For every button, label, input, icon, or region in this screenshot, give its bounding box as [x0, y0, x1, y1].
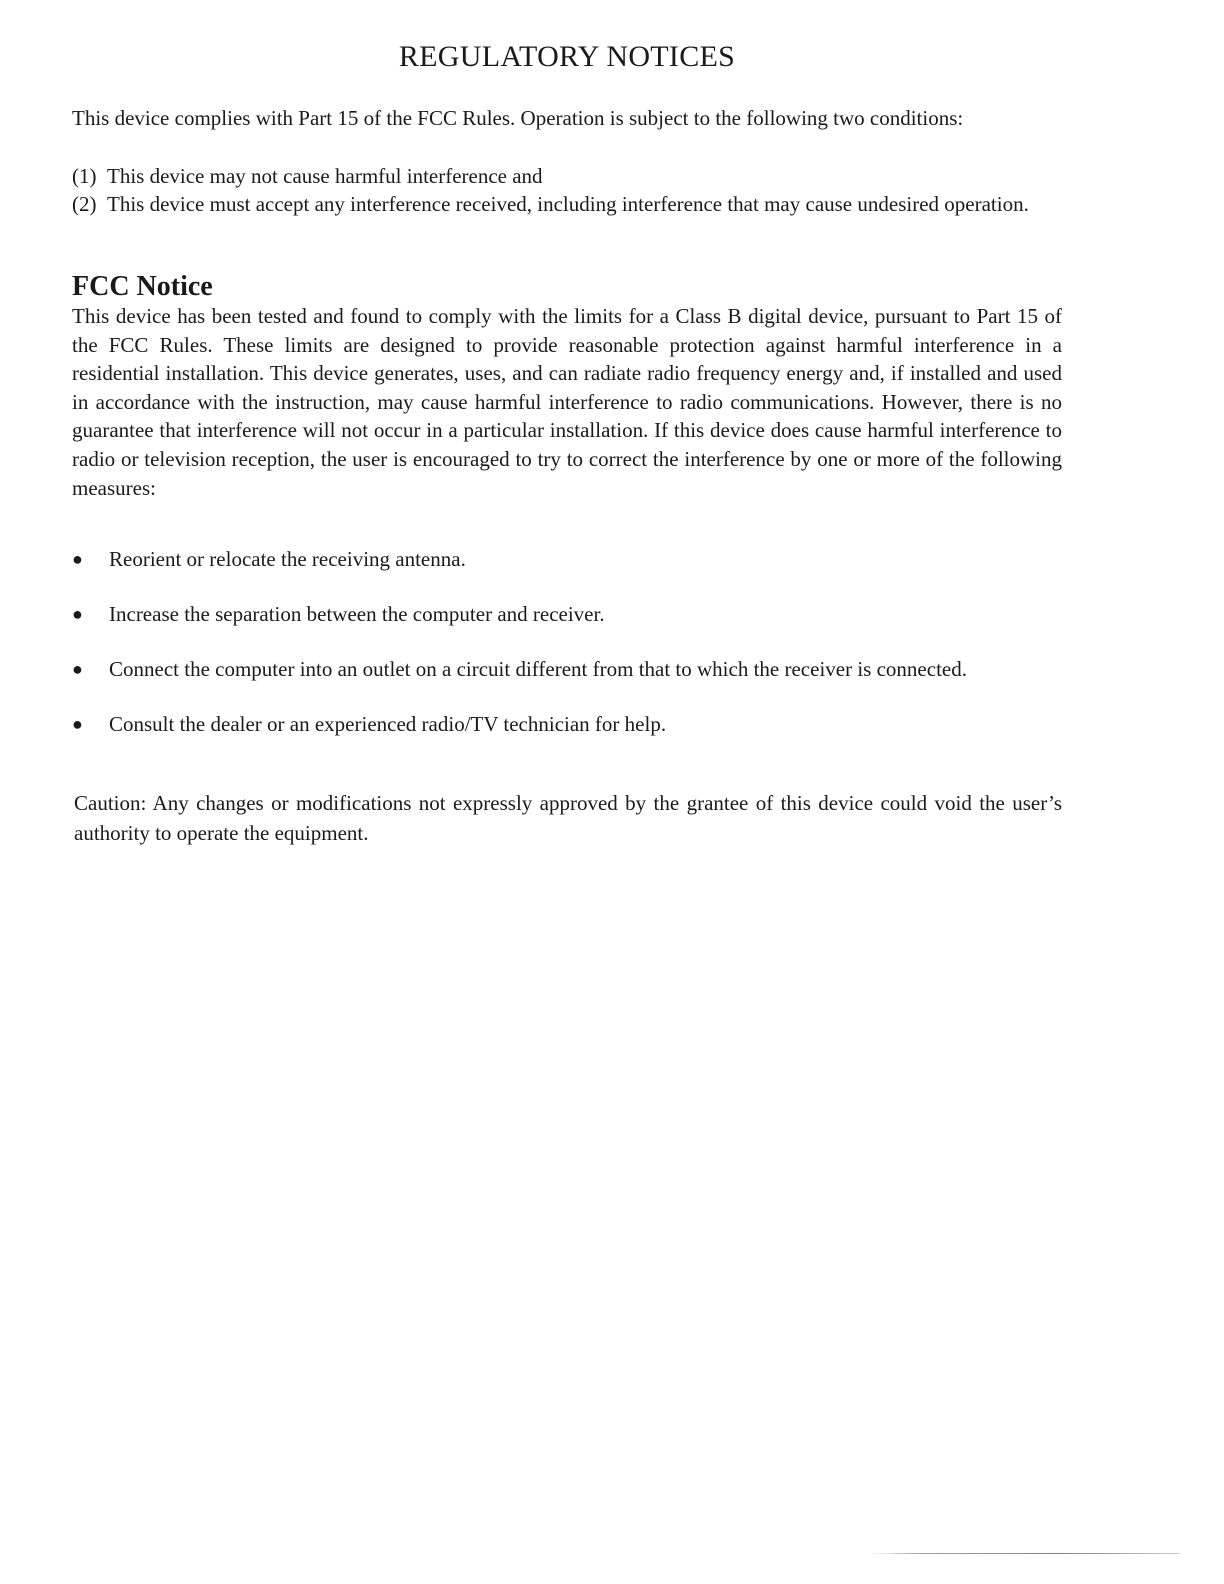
condition-item [72, 190, 1062, 218]
bullet-icon: ● [72, 604, 83, 624]
measure-item [72, 710, 1062, 739]
measures-list [72, 545, 1062, 765]
bullet-icon: ● [72, 549, 83, 569]
bullet-icon: ● [72, 714, 83, 734]
bullet-icon: ● [72, 659, 83, 679]
condition-item [72, 162, 1062, 190]
condition-text: This device may not cause harmful interference and [107, 164, 543, 188]
conditions-list [72, 162, 1062, 218]
measure-text: Connect the computer into an outlet on a circuit different from that to which the receiver is connected. [109, 657, 967, 681]
fcc-notice-heading: FCC Notice [72, 271, 213, 302]
measure-item [72, 545, 1062, 574]
intro-paragraph: This device complies with Part 15 of the FCC Rules. Operation is subject to the following two conditions: [72, 106, 964, 130]
condition-text: This device must accept any interference received, including interference that may cause undesired operation. [107, 192, 1029, 216]
condition-number: (1) [72, 164, 97, 188]
measure-text: Consult the dealer or an experienced radio/TV technician for help. [109, 712, 667, 736]
measure-text: Increase the separation between the computer and receiver. [109, 602, 605, 626]
page-title: REGULATORY NOTICES [398, 40, 736, 73]
measure-item [72, 655, 1062, 684]
measure-item [72, 600, 1062, 629]
fcc-notice-body: This device has been tested and found to comply with the limits for a Class B digital device, pursuant to Part 15 of the FCC Rules. These limits are designed to provide reasonable protection against harmful interference in a residential installation. This device generates, uses, and can radiate radio frequency energy and, if installed and used in accordance with the instruction, may cause harmful interference to radio communications. However, there is no guarantee that interference will not occur in a particular installation. If this device does cause harmful interference to radio or television reception, the user is encouraged to try to correct the interference by one or more of the following measures: [72, 304, 1062, 500]
condition-number: (2) [72, 192, 97, 216]
measure-text: Reorient or relocate the receiving antenna. [109, 547, 466, 571]
scan-artifact-line [870, 1553, 1180, 1554]
caution-paragraph: Caution: Any changes or modifications not expressly approved by the grantee of this device could void the user’s authority to operate the equipment. [74, 791, 1062, 845]
